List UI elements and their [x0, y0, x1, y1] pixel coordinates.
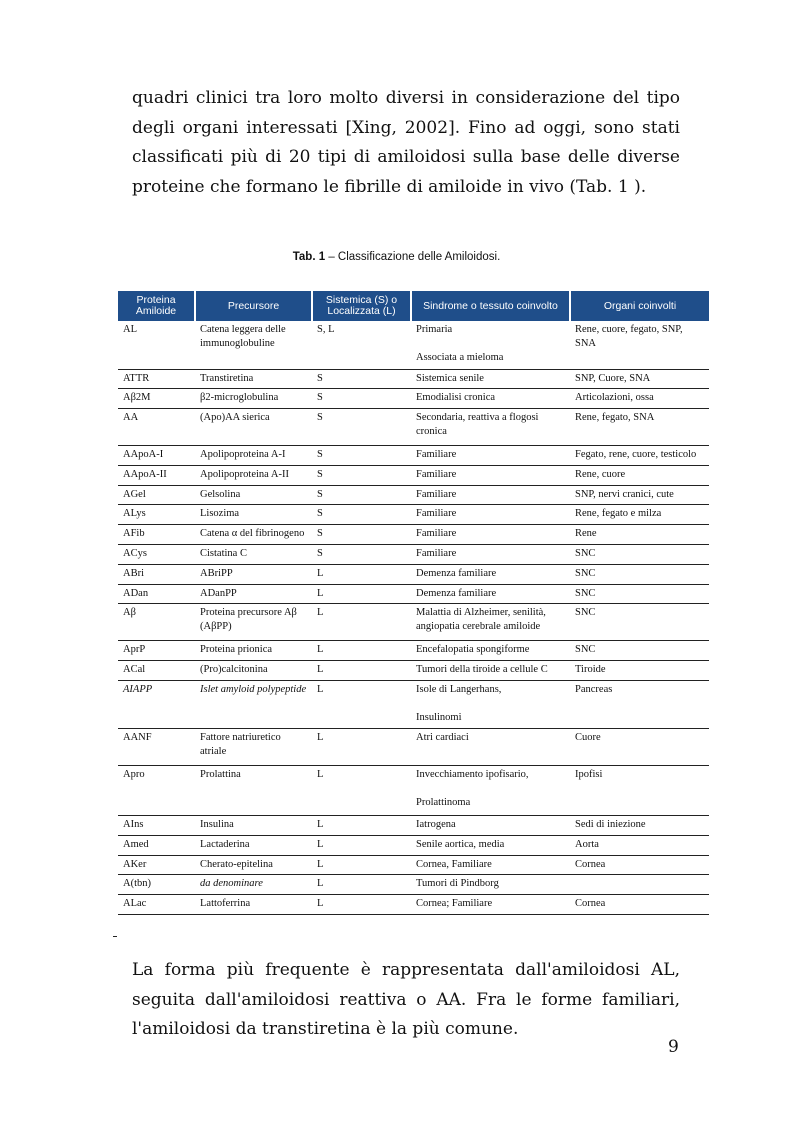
- caption-text: – Classificazione delle Amiloidosi.: [325, 251, 501, 263]
- cell-precursor: Catena leggera delle immunoglobuline: [195, 321, 312, 369]
- cell-syndrome: Familiare: [411, 525, 570, 545]
- cell-organs: Cornea: [570, 855, 709, 875]
- cell-syndrome: Malattia di Alzheimer, senilità, angiopatia cerebrale amiloide: [411, 604, 570, 641]
- syndrome-line: Invecchiamento ipofisario,: [416, 769, 529, 781]
- table-row: [118, 321, 709, 369]
- cell-type: S: [312, 505, 411, 525]
- cell-precursor: Lisozima: [195, 505, 312, 525]
- cell-protein: ACal: [118, 661, 195, 681]
- cell-type: S: [312, 369, 411, 389]
- cell-organs: SNC: [570, 584, 709, 604]
- cell-protein: ACys: [118, 545, 195, 565]
- cell-type: S, L: [312, 321, 411, 369]
- cell-precursor: (Apo)AA sierica: [195, 409, 312, 446]
- cell-precursor: Lattoferrina: [195, 895, 312, 915]
- cell-precursor: Islet amyloid polypeptide: [195, 681, 312, 729]
- header-syndrome: Sindrome o tessuto coinvolto: [411, 291, 570, 321]
- cell-type: L: [312, 681, 411, 729]
- table-row: [118, 835, 709, 855]
- cell-precursor: Proteina prionica: [195, 641, 312, 661]
- syndrome-line: Primaria: [416, 324, 453, 335]
- cell-protein: ADan: [118, 584, 195, 604]
- cell-precursor: β2-microglobulina: [195, 389, 312, 409]
- cell-type: S: [312, 389, 411, 409]
- table-row: [118, 855, 709, 875]
- cell-syndrome: Tumori della tiroide a cellule C: [411, 661, 570, 681]
- cell-protein: AANF: [118, 729, 195, 766]
- margin-tick: [113, 936, 117, 937]
- cell-syndrome: Atri cardiaci: [411, 729, 570, 766]
- table-row: [118, 545, 709, 565]
- cell-syndrome: Demenza familiare: [411, 564, 570, 584]
- cell-type: S: [312, 409, 411, 446]
- cell-precursor: Proteina precursore Aβ (AβPP): [195, 604, 312, 641]
- cell-type: L: [312, 875, 411, 895]
- cell-protein: ATTR: [118, 369, 195, 389]
- cell-precursor: (Pro)calcitonina: [195, 661, 312, 681]
- cell-protein: Amed: [118, 835, 195, 855]
- cell-type: L: [312, 835, 411, 855]
- cell-type: S: [312, 465, 411, 485]
- intro-paragraph: quadri clinici tra loro molto diversi in considerazione del tipo degli organi interessati [Xing, 2002]. Fino ad oggi, sono stati classificati più di 20 tipi di amiloidosi sulla base delle diverse proteine che formano le fibrille di amiloide in vivo (Tab. 1 ).: [132, 88, 680, 197]
- cell-protein: AprP: [118, 641, 195, 661]
- cell-precursor: da denominare: [195, 875, 312, 895]
- header-organs: Organi coinvolti: [570, 291, 709, 321]
- cell-precursor: Catena α del fibrinogeno: [195, 525, 312, 545]
- table-row: [118, 485, 709, 505]
- cell-type: S: [312, 525, 411, 545]
- cell-type: S: [312, 485, 411, 505]
- cell-organs: Articolazioni, ossa: [570, 389, 709, 409]
- cell-syndrome: Iatrogena: [411, 816, 570, 836]
- cell-syndrome: Familiare: [411, 545, 570, 565]
- cell-type: L: [312, 895, 411, 915]
- cell-syndrome: Sistemica senile: [411, 369, 570, 389]
- cell-syndrome: Encefalopatia spongiforme: [411, 641, 570, 661]
- amyloidosis-table: [118, 291, 709, 915]
- syndrome-line-2: Prolattinoma: [416, 796, 471, 808]
- cell-organs: Rene, fegato e milza: [570, 505, 709, 525]
- table-caption: [0, 251, 793, 263]
- cell-syndrome: Senile aortica, media: [411, 835, 570, 855]
- cell-protein: AFib: [118, 525, 195, 545]
- table-row: [118, 729, 709, 766]
- table-row: [118, 604, 709, 641]
- cell-protein: A(tbn): [118, 875, 195, 895]
- cell-protein: AA: [118, 409, 195, 446]
- table-row: [118, 465, 709, 485]
- cell-precursor: Cherato-epitelina: [195, 855, 312, 875]
- cell-protein: AKer: [118, 855, 195, 875]
- cell-syndrome: Secondaria, reattiva a flogosi cronica: [411, 409, 570, 446]
- cell-precursor: Insulina: [195, 816, 312, 836]
- syndrome-line-2: Associata a mieloma: [416, 351, 504, 363]
- cell-protein: ALac: [118, 895, 195, 915]
- page-number: 9: [668, 1037, 679, 1057]
- cell-precursor: ABriPP: [195, 564, 312, 584]
- table-row: [118, 875, 709, 895]
- cell-precursor: Prolattina: [195, 766, 312, 816]
- cell-type: L: [312, 855, 411, 875]
- syndrome-line-2: Insulinomi: [416, 711, 462, 723]
- cell-type: L: [312, 766, 411, 816]
- cell-precursor: Transtiretina: [195, 369, 312, 389]
- cell-syndrome: Familiare: [411, 446, 570, 466]
- table-row: [118, 505, 709, 525]
- cell-protein: Apro: [118, 766, 195, 816]
- table-row: [118, 661, 709, 681]
- cell-organs: Tiroide: [570, 661, 709, 681]
- cell-organs: SNC: [570, 641, 709, 661]
- caption-label: Tab. 1: [292, 251, 326, 263]
- table-row: [118, 766, 709, 816]
- cell-organs: Rene: [570, 525, 709, 545]
- cell-precursor: Gelsolina: [195, 485, 312, 505]
- table-row: [118, 816, 709, 836]
- cell-syndrome: Emodialisi cronica: [411, 389, 570, 409]
- cell-organs: SNP, Cuore, SNA: [570, 369, 709, 389]
- table-row: [118, 564, 709, 584]
- cell-organs: SNP, nervi cranici, cute: [570, 485, 709, 505]
- cell-organs: Rene, fegato, SNA: [570, 409, 709, 446]
- outro-paragraph: La forma più frequente è rappresentata dall'amiloidosi AL, seguita dall'amiloidosi reattiva o AA. Fra le forme familiari, l'amiloidosi da transtiretina è la più comune.: [132, 960, 680, 1039]
- table-header-row: [118, 291, 709, 321]
- table-row: [118, 525, 709, 545]
- table-row: [118, 895, 709, 915]
- cell-syndrome: Familiare: [411, 485, 570, 505]
- table-row: [118, 446, 709, 466]
- cell-organs: [570, 875, 709, 895]
- cell-organs: Ipofisi: [570, 766, 709, 816]
- cell-organs: Sedi di iniezione: [570, 816, 709, 836]
- header-protein: Proteina Amiloide: [118, 291, 195, 321]
- cell-protein: Aβ: [118, 604, 195, 641]
- cell-protein: ALys: [118, 505, 195, 525]
- syndrome-line: Isole di Langerhans,: [416, 684, 502, 696]
- cell-protein: AL: [118, 321, 195, 369]
- cell-precursor: Apolipoproteina A-I: [195, 446, 312, 466]
- cell-protein: AIAPP: [118, 681, 195, 729]
- table-row: [118, 409, 709, 446]
- cell-precursor: ADanPP: [195, 584, 312, 604]
- cell-syndrome: [411, 681, 570, 729]
- cell-organs: Rene, cuore: [570, 465, 709, 485]
- header-systemic-local: Sistemica (S) o Localizzata (L): [312, 291, 411, 321]
- cell-organs: Cuore: [570, 729, 709, 766]
- cell-organs: Fegato, rene, cuore, testicolo: [570, 446, 709, 466]
- cell-type: L: [312, 661, 411, 681]
- cell-protein: AApoA-II: [118, 465, 195, 485]
- cell-type: S: [312, 446, 411, 466]
- cell-type: L: [312, 816, 411, 836]
- cell-protein: Aβ2M: [118, 389, 195, 409]
- cell-syndrome: Cornea, Familiare: [411, 855, 570, 875]
- cell-organs: SNC: [570, 604, 709, 641]
- cell-syndrome: Cornea; Familiare: [411, 895, 570, 915]
- cell-precursor: Apolipoproteina A-II: [195, 465, 312, 485]
- cell-syndrome: [411, 321, 570, 369]
- cell-protein: ABri: [118, 564, 195, 584]
- cell-organs: Cornea: [570, 895, 709, 915]
- cell-organs: Pancreas: [570, 681, 709, 729]
- cell-precursor: Lactaderina: [195, 835, 312, 855]
- cell-organs: Aorta: [570, 835, 709, 855]
- cell-syndrome: Familiare: [411, 465, 570, 485]
- table-row: [118, 369, 709, 389]
- cell-protein: AIns: [118, 816, 195, 836]
- table-row: [118, 681, 709, 729]
- table-row: [118, 584, 709, 604]
- cell-type: L: [312, 584, 411, 604]
- cell-organs: SNC: [570, 564, 709, 584]
- cell-protein: AGel: [118, 485, 195, 505]
- table-row: [118, 641, 709, 661]
- cell-type: L: [312, 729, 411, 766]
- cell-type: L: [312, 564, 411, 584]
- cell-type: L: [312, 641, 411, 661]
- cell-type: L: [312, 604, 411, 641]
- cell-precursor: Fattore natriuretico atriale: [195, 729, 312, 766]
- cell-syndrome: Familiare: [411, 505, 570, 525]
- cell-organs: Rene, cuore, fegato, SNP, SNA: [570, 321, 709, 369]
- cell-precursor: Cistatina C: [195, 545, 312, 565]
- cell-syndrome: Demenza familiare: [411, 584, 570, 604]
- table-row: [118, 389, 709, 409]
- cell-type: S: [312, 545, 411, 565]
- cell-syndrome: Tumori di Pindborg: [411, 875, 570, 895]
- cell-protein: AApoA-I: [118, 446, 195, 466]
- cell-syndrome: [411, 766, 570, 816]
- header-precursor: Precursore: [195, 291, 312, 321]
- cell-organs: SNC: [570, 545, 709, 565]
